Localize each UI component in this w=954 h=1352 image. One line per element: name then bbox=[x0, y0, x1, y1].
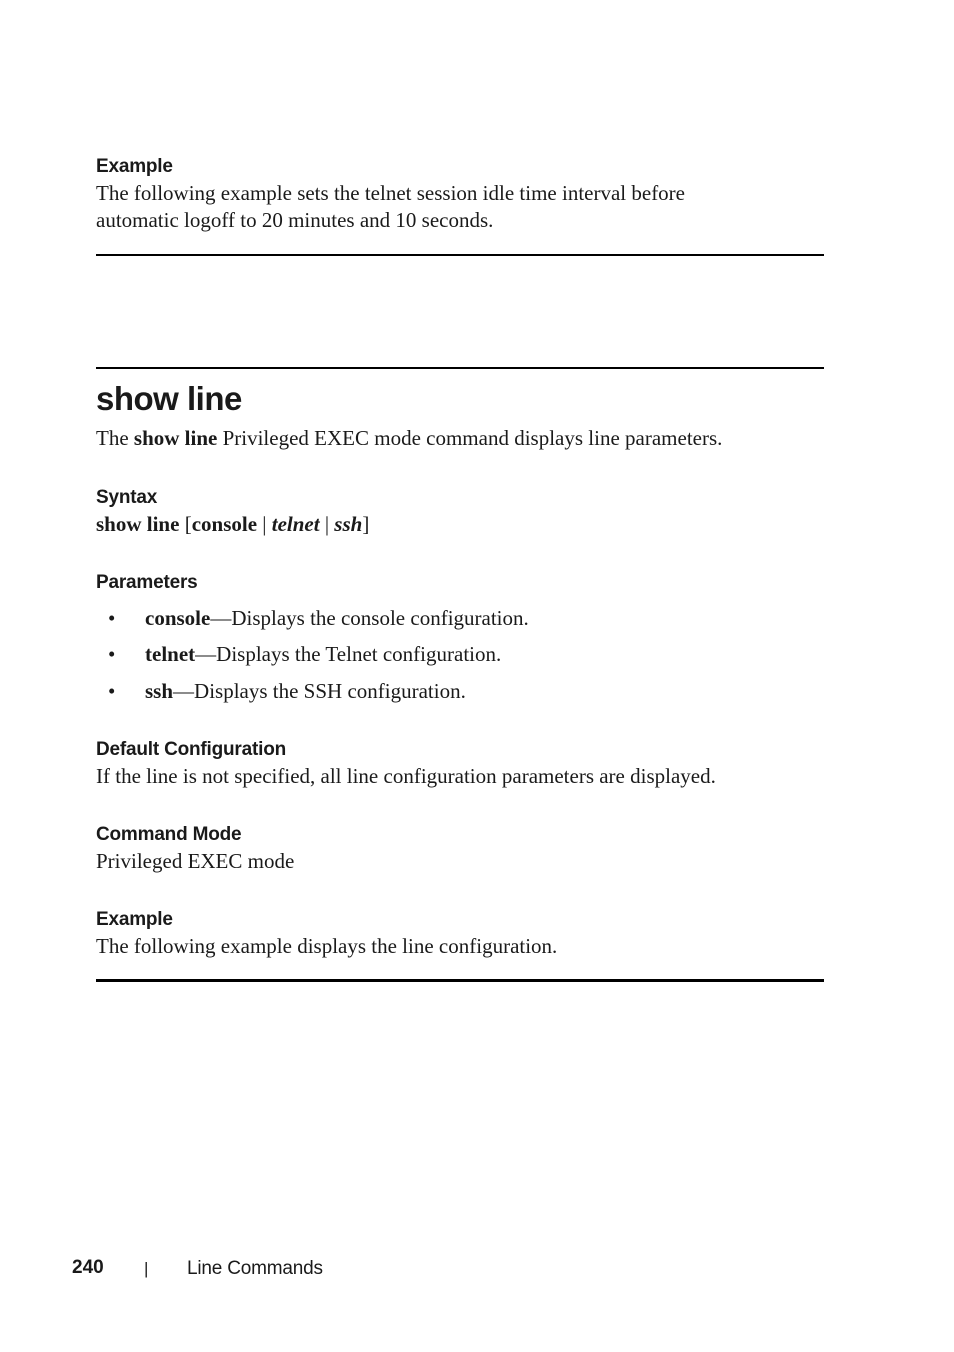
parameters-heading: Parameters bbox=[96, 572, 198, 593]
param-term-telnet: telnet bbox=[145, 642, 196, 666]
default-config-text: If the line is not specified, all line configuration parameters are displayed. bbox=[96, 764, 716, 788]
syntax-close-bracket: ] bbox=[362, 512, 370, 536]
list-item bbox=[108, 605, 529, 632]
syntax-option-console: console bbox=[191, 512, 258, 536]
param-term-ssh: ssh bbox=[145, 679, 174, 703]
footer-separator: | bbox=[144, 1259, 149, 1278]
syntax-heading: Syntax bbox=[96, 487, 158, 508]
default-config-heading: Default Configuration bbox=[96, 739, 287, 760]
bottom-example-text: The following example displays the line configuration. bbox=[96, 934, 558, 958]
param-desc-ssh: —Displays the SSH configuration. bbox=[173, 679, 466, 703]
section-divider-title bbox=[96, 367, 824, 369]
top-example-line-1: The following example sets the telnet session idle time interval before bbox=[96, 181, 685, 205]
page-number: 240 bbox=[72, 1257, 104, 1278]
intro-prefix: The bbox=[96, 426, 134, 450]
top-example-heading: Example bbox=[96, 156, 173, 177]
param-desc-console: —Displays the console configuration. bbox=[210, 606, 529, 630]
syntax-open-bracket: [ bbox=[179, 512, 192, 536]
bullet-icon: • bbox=[108, 606, 116, 630]
syntax-separator-2: | bbox=[319, 512, 335, 536]
section-divider-bottom bbox=[96, 979, 824, 982]
bullet-icon: • bbox=[108, 679, 116, 703]
intro-command: show line bbox=[133, 426, 218, 450]
bottom-example-heading: Example bbox=[96, 909, 173, 930]
syntax-line bbox=[96, 511, 369, 538]
param-desc-telnet: —Displays the Telnet configuration. bbox=[195, 642, 502, 666]
syntax-command: show line bbox=[96, 512, 180, 536]
section-intro bbox=[96, 425, 722, 452]
syntax-option-telnet: telnet bbox=[271, 512, 320, 536]
section-divider-top bbox=[96, 254, 824, 256]
list-item bbox=[108, 678, 466, 705]
param-term-console: console bbox=[145, 606, 211, 630]
syntax-option-ssh: ssh bbox=[334, 512, 363, 536]
list-item bbox=[108, 641, 501, 668]
syntax-separator-1: | bbox=[257, 512, 272, 536]
top-example-line-2: automatic logoff to 20 minutes and 10 seconds. bbox=[96, 208, 494, 232]
footer-chapter: Line Commands bbox=[187, 1258, 323, 1279]
command-mode-text: Privileged EXEC mode bbox=[96, 849, 295, 873]
page-title: show line bbox=[96, 380, 242, 417]
bullet-icon: • bbox=[108, 642, 116, 666]
command-mode-heading: Command Mode bbox=[96, 824, 242, 845]
intro-suffix: Privileged EXEC mode command displays line parameters. bbox=[217, 426, 723, 450]
